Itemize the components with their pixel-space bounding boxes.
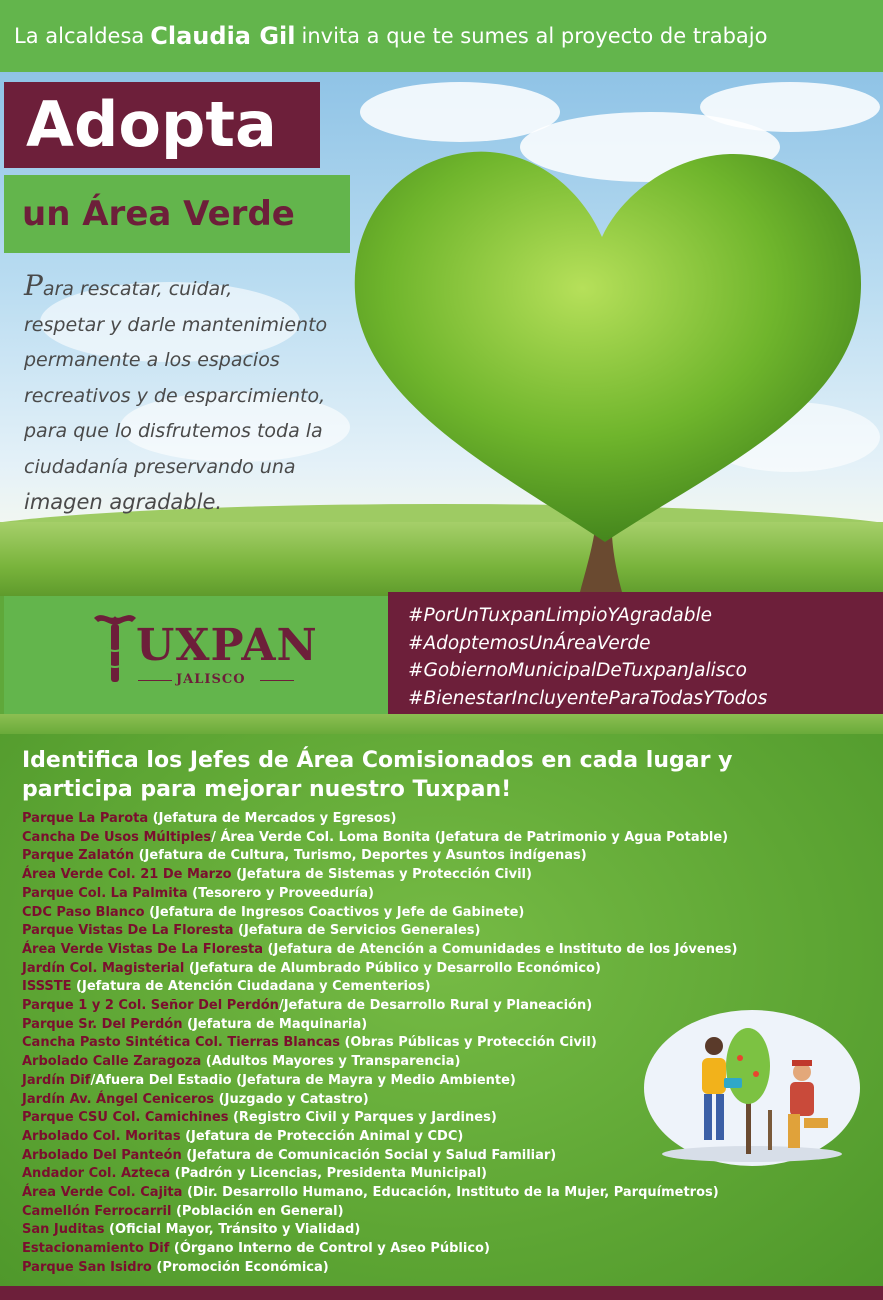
heading-line: participa para mejorar nuestro Tuxpan! xyxy=(22,777,512,802)
area-item xyxy=(22,941,882,960)
section-heading xyxy=(22,746,872,804)
logo-name: UXPAN xyxy=(136,620,318,671)
area-responsible: (Jefatura de Atención Ciudadana y Cementerios) xyxy=(71,979,431,995)
banner-suffix: invita a que te sumes al proyecto de trabajo xyxy=(301,24,768,48)
area-place: Parque CSU Col. Camichines xyxy=(22,1110,229,1126)
area-responsible: (Jefatura de Maquinaria) xyxy=(182,1016,368,1032)
area-responsible: (Jefatura de Protección Animal y CDC) xyxy=(180,1128,464,1144)
area-place: ISSSTE xyxy=(22,979,72,995)
intro-line: recreativos y de esparcimiento, xyxy=(24,384,326,407)
area-item xyxy=(22,1184,882,1203)
intro-dropcap: P xyxy=(24,269,43,302)
area-responsible: (Jefatura de Mercados y Egresos) xyxy=(148,811,397,826)
area-place: Parque 1 y 2 Col. Señor Del Perdón xyxy=(22,998,279,1014)
area-place: Cancha Pasto Sintética Col. Tierras Blancas xyxy=(22,1035,340,1051)
intro-line: para que lo disfrutemos toda la xyxy=(24,420,323,442)
hashtag: #BienestarIncluyenteParaTodasYTodos xyxy=(408,687,768,709)
hashtag: #AdoptemosUnÁreaVerde xyxy=(408,632,651,654)
area-responsible: /Afuera Del Estadio (Jefatura de Mayra y Medio Ambiente) xyxy=(90,1072,516,1088)
hashtag: #GobiernoMunicipalDeTuxpanJalisco xyxy=(408,660,747,681)
area-item xyxy=(22,1221,882,1240)
title-area-verde: un Área Verde xyxy=(4,175,350,253)
intro-text xyxy=(24,268,364,521)
area-responsible: (Tesorero y Proveeduría) xyxy=(187,885,374,901)
area-item xyxy=(22,1259,882,1278)
area-item xyxy=(22,866,882,885)
area-place: San Juditas xyxy=(22,1222,105,1238)
area-responsible: (Obras Públicas y Protección Civil) xyxy=(339,1035,597,1051)
area-responsible: (Padrón y Licencias, Presidenta Municipal) xyxy=(170,1166,487,1182)
area-responsible: (Juzgado y Catastro) xyxy=(214,1091,369,1107)
area-place: Arbolado Del Panteón xyxy=(22,1147,182,1163)
area-place: Parque Sr. Del Perdón xyxy=(22,1016,183,1032)
area-responsible: (Jefatura de Servicios Generales) xyxy=(233,923,481,939)
banner-prefix: La alcaldesa xyxy=(14,24,145,48)
area-responsible: (Órgano Interno de Control y Aseo Público) xyxy=(169,1241,490,1257)
top-banner xyxy=(0,0,883,72)
area-place: Parque Vistas De La Floresta xyxy=(22,923,234,939)
area-responsible: (Población en General) xyxy=(171,1203,344,1219)
area-place: CDC Paso Blanco xyxy=(22,904,145,920)
area-responsible: (Promoción Económica) xyxy=(151,1259,329,1275)
title-adopta: Adopta xyxy=(4,82,320,168)
area-responsible: (Jefatura de Cultura, Turismo, Deportes y Asuntos indígenas) xyxy=(134,848,587,864)
intro-line: permanente a los espacios xyxy=(24,349,280,371)
area-responsible: (Jefatura de Comunicación Social y Salud Familiar) xyxy=(181,1147,557,1163)
area-item xyxy=(22,1203,882,1222)
area-responsible: (Jefatura de Sistemas y Protección Civil) xyxy=(231,867,532,883)
area-responsible: (Registro Civil y Parques y Jardines) xyxy=(228,1110,497,1126)
intro-line: ciudadanía preservando una xyxy=(24,455,296,478)
area-place: Andador Col. Azteca xyxy=(22,1166,171,1182)
area-place: Camellón Ferrocarril xyxy=(22,1203,172,1219)
area-place: Parque San Isidro xyxy=(22,1259,152,1275)
area-item xyxy=(22,829,882,848)
area-place: Jardín Col. Magisterial xyxy=(22,960,185,976)
heart-tree-icon xyxy=(340,142,880,592)
area-place: Parque La Parota xyxy=(22,811,149,826)
hashtags-box xyxy=(388,592,883,718)
area-responsible: (Jefatura de Ingresos Coactivos y Jefe de Gabinete) xyxy=(144,904,525,920)
area-item xyxy=(22,1165,882,1184)
tuxpan-logo xyxy=(4,596,388,714)
area-responsible: (Dir. Desarrollo Humano, Educación, Instituto de la Mujer, Parquímetros) xyxy=(182,1185,719,1201)
area-responsible: (Adultos Mayores y Transparencia) xyxy=(201,1054,461,1070)
area-item xyxy=(22,960,882,979)
area-place: Cancha De Usos Múltiples xyxy=(22,829,212,845)
area-item xyxy=(22,810,882,829)
area-place: Arbolado Calle Zaragoza xyxy=(22,1054,202,1070)
area-item xyxy=(22,922,882,941)
tuxpan-logo-icon xyxy=(92,608,138,688)
area-responsible: /Jefatura de Desarrollo Rural y Planeación) xyxy=(278,998,593,1014)
area-responsible: / Área Verde Col. Loma Bonita (Jefatura de Patrimonio y Agua Potable) xyxy=(211,829,729,845)
intro-line: respetar y darle mantenimiento xyxy=(24,313,328,336)
intro-line: ara rescatar, cuidar, xyxy=(42,278,233,300)
area-place: Jardín Av. Ángel Ceniceros xyxy=(22,1091,215,1107)
area-place: Área Verde Col. 21 De Marzo xyxy=(22,867,232,883)
area-item xyxy=(22,847,882,866)
area-item xyxy=(22,1240,882,1259)
area-place: Área Verde Col. Cajita xyxy=(22,1185,183,1201)
area-item xyxy=(22,904,882,923)
banner-name: Claudia Gil xyxy=(150,22,296,50)
intro-line: imagen agradable. xyxy=(24,490,223,514)
area-item xyxy=(22,978,882,997)
area-responsible: (Jefatura de Alumbrado Público y Desarrollo Económico) xyxy=(184,960,601,976)
area-place: Parque Col. La Palmita xyxy=(22,885,188,901)
area-place: Estacionamiento Dif xyxy=(22,1241,170,1257)
planting-illustration-icon xyxy=(642,1006,862,1166)
area-place: Área Verde Vistas De La Floresta xyxy=(22,941,264,957)
area-responsible: (Jefatura de Atención a Comunidades e Instituto de los Jóvenes) xyxy=(263,941,738,957)
area-responsible: (Oficial Mayor, Tránsito y Vialidad) xyxy=(104,1222,361,1238)
flower-strip xyxy=(0,714,883,734)
heading-line: Identifica los Jefes de Área Comisionados en cada lugar y xyxy=(22,748,733,773)
area-item xyxy=(22,885,882,904)
hashtag: #PorUnTuxpanLimpioYAgradable xyxy=(408,605,712,626)
footer-bar xyxy=(0,1286,883,1300)
logo-sub: JALISCO xyxy=(176,672,246,687)
area-place: Arbolado Col. Moritas xyxy=(22,1128,181,1144)
area-place: Jardín Dif xyxy=(22,1072,91,1088)
area-place: Parque Zalatón xyxy=(22,848,135,864)
